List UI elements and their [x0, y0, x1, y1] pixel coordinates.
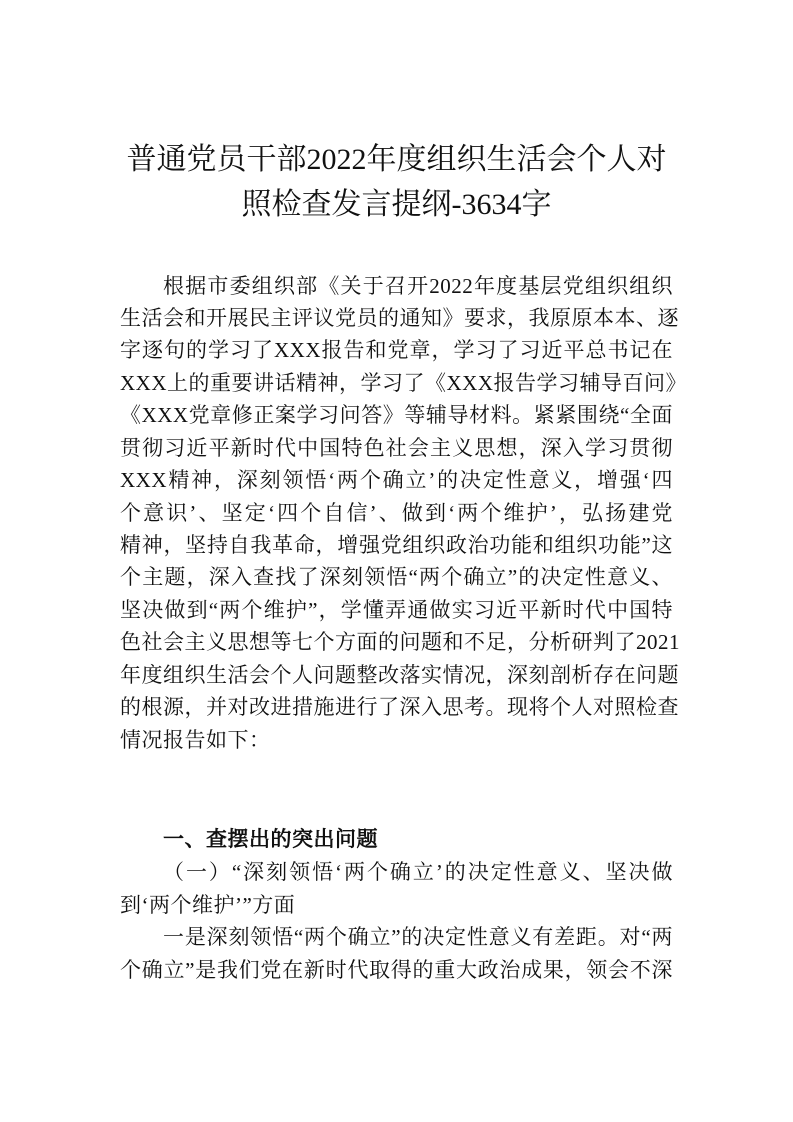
intro-line: 个主题，深入查找了深刻领悟“两个确立”的决定性意义、 — [120, 565, 673, 589]
intro-line: 《XXX党章修正案学习问答》等辅导材料。紧紧围绕“全面 — [120, 403, 673, 427]
intro-line: 情况报告如下： — [120, 728, 271, 752]
body-line: 个确立”是我们党在新时代取得的重大政治成果，领会不深 — [120, 958, 673, 982]
intro-line: 年度组织生活会个人问题整改落实情况，深刻剖析存在问题 — [120, 663, 679, 687]
intro-line: XXX上的重要讲话精神，学习了《XXX报告学习辅导百问》 — [120, 371, 687, 395]
intro-line: 坚决做到“两个维护”，学懂弄通做实习近平新时代中国特 — [120, 598, 673, 622]
intro-line: XXX精神，深刻领悟‘两个确立’的决定性意义，增强‘四 — [120, 468, 673, 492]
section-heading: 一、查摆出的突出问题 — [163, 828, 378, 851]
subsection-heading-line: 到‘两个维护’”方面 — [120, 893, 296, 917]
document-title-line-2: 照检查发言提纲-3634字 — [241, 188, 552, 221]
intro-line: 的根源，并对改进措施进行了深入思考。现将个人对照检查 — [120, 695, 679, 719]
body-line: 一是深刻领悟“两个确立”的决定性意义有差距。对“两 — [163, 925, 673, 949]
intro-line: 个意识’、坚定‘四个自信’、做到‘两个维护’，弘扬建党 — [120, 501, 673, 525]
subsection-heading-line: （一）“深刻领悟‘两个确立’的决定性意义、坚决做 — [163, 860, 673, 884]
intro-line: 贯彻习近平新时代中国特色社会主义思想，深入学习贯彻 — [120, 436, 673, 460]
intro-line: 根据市委组织部《关于召开2022年度基层党组织组织 — [163, 274, 673, 298]
intro-line: 字逐句的学习了XXX报告和党章，学习了习近平总书记在 — [120, 338, 673, 362]
intro-line: 精神，坚持自我革命，增强党组织政治功能和组织功能”这 — [120, 533, 673, 557]
intro-line: 生活会和开展民主评议党员的通知》要求，我原原本本、逐 — [120, 306, 679, 330]
intro-line: 色社会主义思想等七个方面的问题和不足，分析研判了2021 — [120, 630, 680, 654]
document-title-line-1: 普通党员干部2022年度组织生活会个人对 — [126, 143, 667, 176]
